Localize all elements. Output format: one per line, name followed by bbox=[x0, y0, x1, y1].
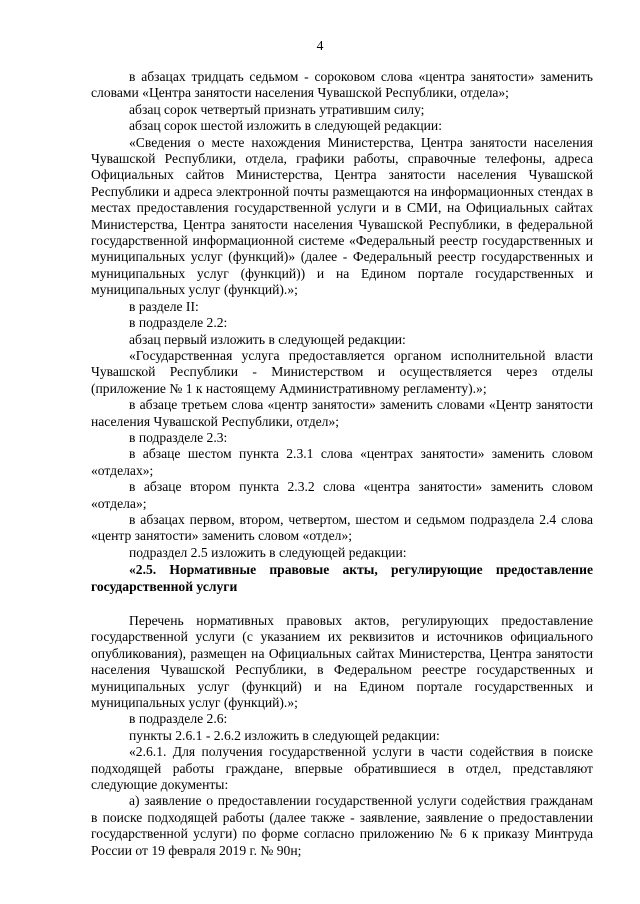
paragraph: абзац первый изложить в следующей редакции: bbox=[129, 331, 406, 347]
document-body bbox=[91, 69, 593, 859]
paragraph: в подразделе 2.6: bbox=[129, 711, 228, 727]
paragraph: а) заявление о предоставлении государственной услуги содействия гражданам в поиске подходящей работы (далее также - заявление, заявление о предоставлении государственной услуги) по форме согласно приложению № 6 к приказу Минтруда России от 19 февраля 2019 г. № 90н; bbox=[91, 793, 593, 858]
paragraph: в подразделе 2.3: bbox=[129, 429, 228, 445]
paragraph: подраздел 2.5 изложить в следующей редакции: bbox=[129, 544, 407, 560]
paragraph: пункты 2.6.1 - 2.6.2 изложить в следующей редакции: bbox=[129, 727, 440, 743]
paragraph: в подразделе 2.2: bbox=[129, 315, 228, 331]
paragraph: в абзаце шестом пункта 2.3.1 слова «центрах занятости» заменить словом «отделах»; bbox=[91, 446, 593, 478]
paragraph: в абзацах тридцать седьмом - сороковом слова «центра занятости» заменить словами «Центра занятости населения Чувашской Республики, отдела»; bbox=[91, 69, 593, 101]
section-heading: «2.5. Нормативные правовые акты, регулирующие предоставление государственной услуги bbox=[91, 562, 593, 594]
paragraph: «Государственная услуга предоставляется органом исполнительной власти Чувашской Республики - Министерством и осуществляется через отделы (приложение № 1 к настоящему Административному регламенту).»; bbox=[91, 347, 593, 396]
paragraph: в абзацах первом, втором, четвертом, шестом и седьмом подраздела 2.4 слова «центр занятости» заменить словом «отдел»; bbox=[91, 511, 593, 544]
paragraph: «2.6.1. Для получения государственной услуги в части содействия в поиске подходящей работы граждане, впервые обратившиеся в отдел, представляют следующие документы: bbox=[91, 744, 593, 793]
paragraph: абзац сорок шестой изложить в следующей редакции: bbox=[129, 118, 442, 134]
paragraph: «Сведения о месте нахождения Министерства, Центра занятости населения Чувашской Республики, отдела, графики работы, справочные телефоны, адреса Официальных сайтов Министерства, Центра занятости населения Чувашской Республики и адреса электронной почты размещаются на информационных стендах в местах предоставления государственной услуги и в СМИ, на Официальных сайтах Министерства, Центра занятости населения Чувашской Республики, в федеральной государственной информационной системе «Федеральный реестр государственных и муниципальных услуг (функций)» (далее - Федеральный реестр государственных и муниципальных услуг (функций)) и на Едином портале государственных и муниципальных услуг (функций).»; bbox=[91, 134, 593, 298]
paragraph: Перечень нормативных правовых актов, регулирующих предоставление государственной услуги (с указанием их реквизитов и источников официального опубликования), размещен на Официальных сайтах Министерства, Центра занятости населения Чувашской Республики, в Федеральном реестре государственных и муниципальных услуг (функций) и на Едином портале государственных и муниципальных услуг (функций).»; bbox=[91, 613, 593, 711]
paragraph: абзац сорок четвертый признать утратившим силу; bbox=[129, 101, 425, 117]
paragraph: в абзаце третьем слова «центр занятости» заменить словами «Центр занятости населения Чувашской Республики, отдел»; bbox=[91, 397, 593, 429]
paragraph: в абзаце втором пункта 2.3.2 слова «центра занятости» заменить словом «отдела»; bbox=[91, 479, 593, 511]
page-number: 4 bbox=[316, 38, 324, 53]
paragraph: в разделе II: bbox=[129, 298, 199, 314]
